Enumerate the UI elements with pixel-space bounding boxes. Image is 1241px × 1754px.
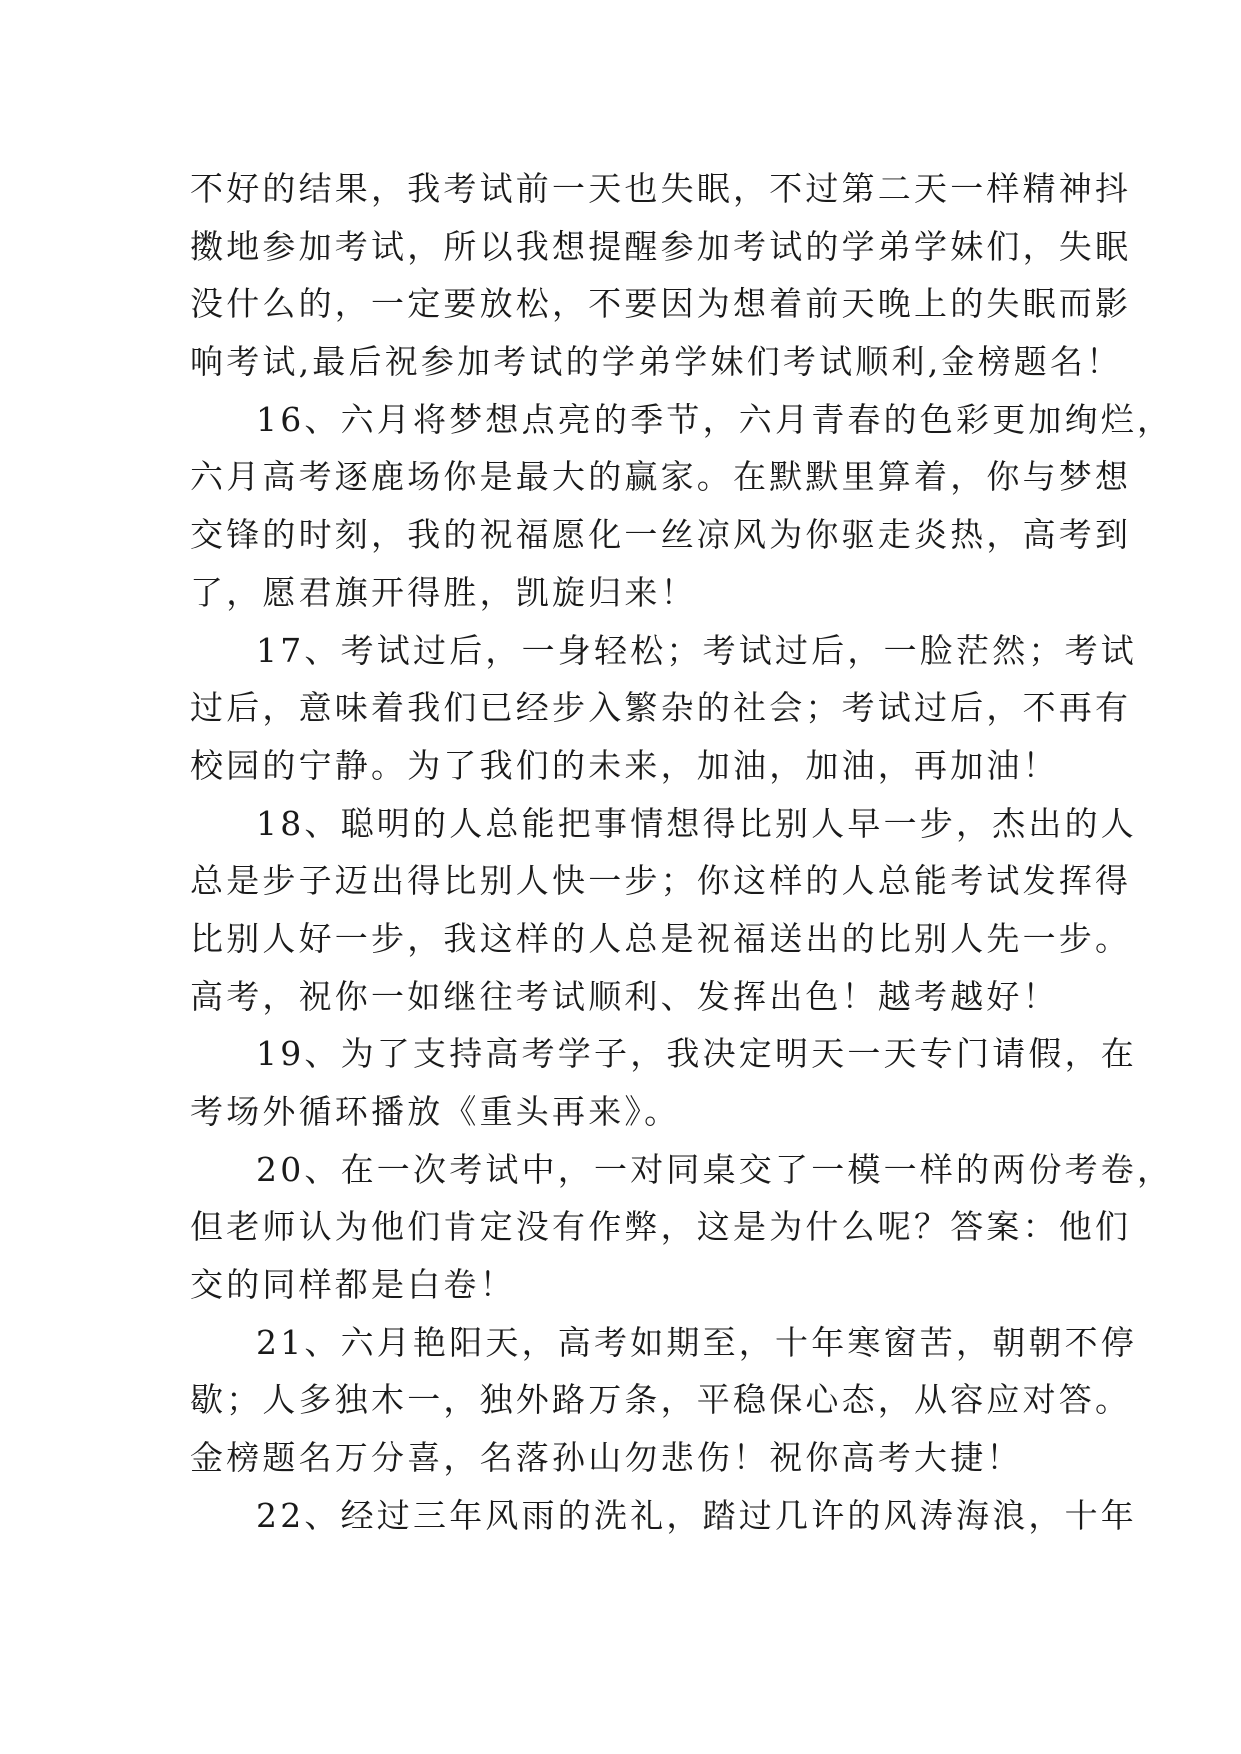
- text-line: 高考，祝你一如继往考试顺利、发挥出色！越考越好！: [190, 976, 1059, 1016]
- paragraph-16-start: 16、六月将梦想点亮的季节，六月青春的色彩更加绚烂，: [256, 399, 1174, 439]
- paragraph-19-start: 19、为了支持高考学子，我决定明天一天专门请假，在: [256, 1034, 1137, 1074]
- text-line: 了，愿君旗开得胜，凯旋归来！: [190, 572, 697, 612]
- text-line: 但老师认为他们肯定没有作弊，这是为什么呢？答案：他们: [190, 1207, 1132, 1247]
- text-line: 交锋的时刻，我的祝福愿化一丝凉风为你驱走炎热，高考到: [190, 515, 1132, 555]
- paragraph-22-start: 22、经过三年风雨的洗礼，踏过几许的风涛海浪，十年: [256, 1495, 1137, 1535]
- text-line: 交的同样都是白卷！: [190, 1265, 516, 1305]
- paragraph-20-start: 20、在一次考试中，一对同桌交了一模一样的两份考卷，: [256, 1149, 1174, 1189]
- text-line: 歇；人多独木一，独外路万条，平稳保心态，从容应对答。: [190, 1380, 1132, 1420]
- text-line: 没什么的，一定要放松，不要因为想着前天晚上的失眠而影: [190, 284, 1132, 324]
- text-line: 擞地参加考试，所以我想提醒参加考试的学弟学妹们，失眠: [190, 226, 1132, 266]
- text-line: 考场外循环播放《重头再来》。: [190, 1092, 681, 1131]
- text-line: 比别人好一步，我这样的人总是祝福送出的比别人先一步。: [190, 918, 1132, 958]
- paragraph-21-start: 21、六月艳阳天，高考如期至，十年寒窗苦，朝朝不停: [256, 1322, 1137, 1362]
- document-body: [190, 160, 1174, 1545]
- text-line: 不好的结果，我考试前一天也失眠，不过第二天一样精神抖: [190, 169, 1132, 208]
- text-line: 过后，意味着我们已经步入繁杂的社会；考试过后，不再有: [190, 688, 1132, 728]
- text-line: 响考试,最后祝参加考试的学弟学妹们考试顺利,金榜题名！: [190, 342, 1123, 382]
- paragraph-18-start: 18、聪明的人总能把事情想得比别人早一步，杰出的人: [256, 803, 1137, 843]
- text-line: 总是步子迈出得比别人快一步；你这样的人总能考试发挥得: [190, 861, 1132, 901]
- paragraph-17-start: 17、考试过后，一身轻松；考试过后，一脸茫然；考试: [256, 630, 1137, 670]
- text-line: 金榜题名万分喜，名落孙山勿悲伤！祝你高考大捷！: [190, 1438, 1023, 1478]
- text-line: 六月高考逐鹿场你是最大的赢家。在默默里算着，你与梦想: [190, 457, 1132, 497]
- text-line: 校园的宁静。为了我们的未来，加油，加油，再加油！: [190, 745, 1059, 785]
